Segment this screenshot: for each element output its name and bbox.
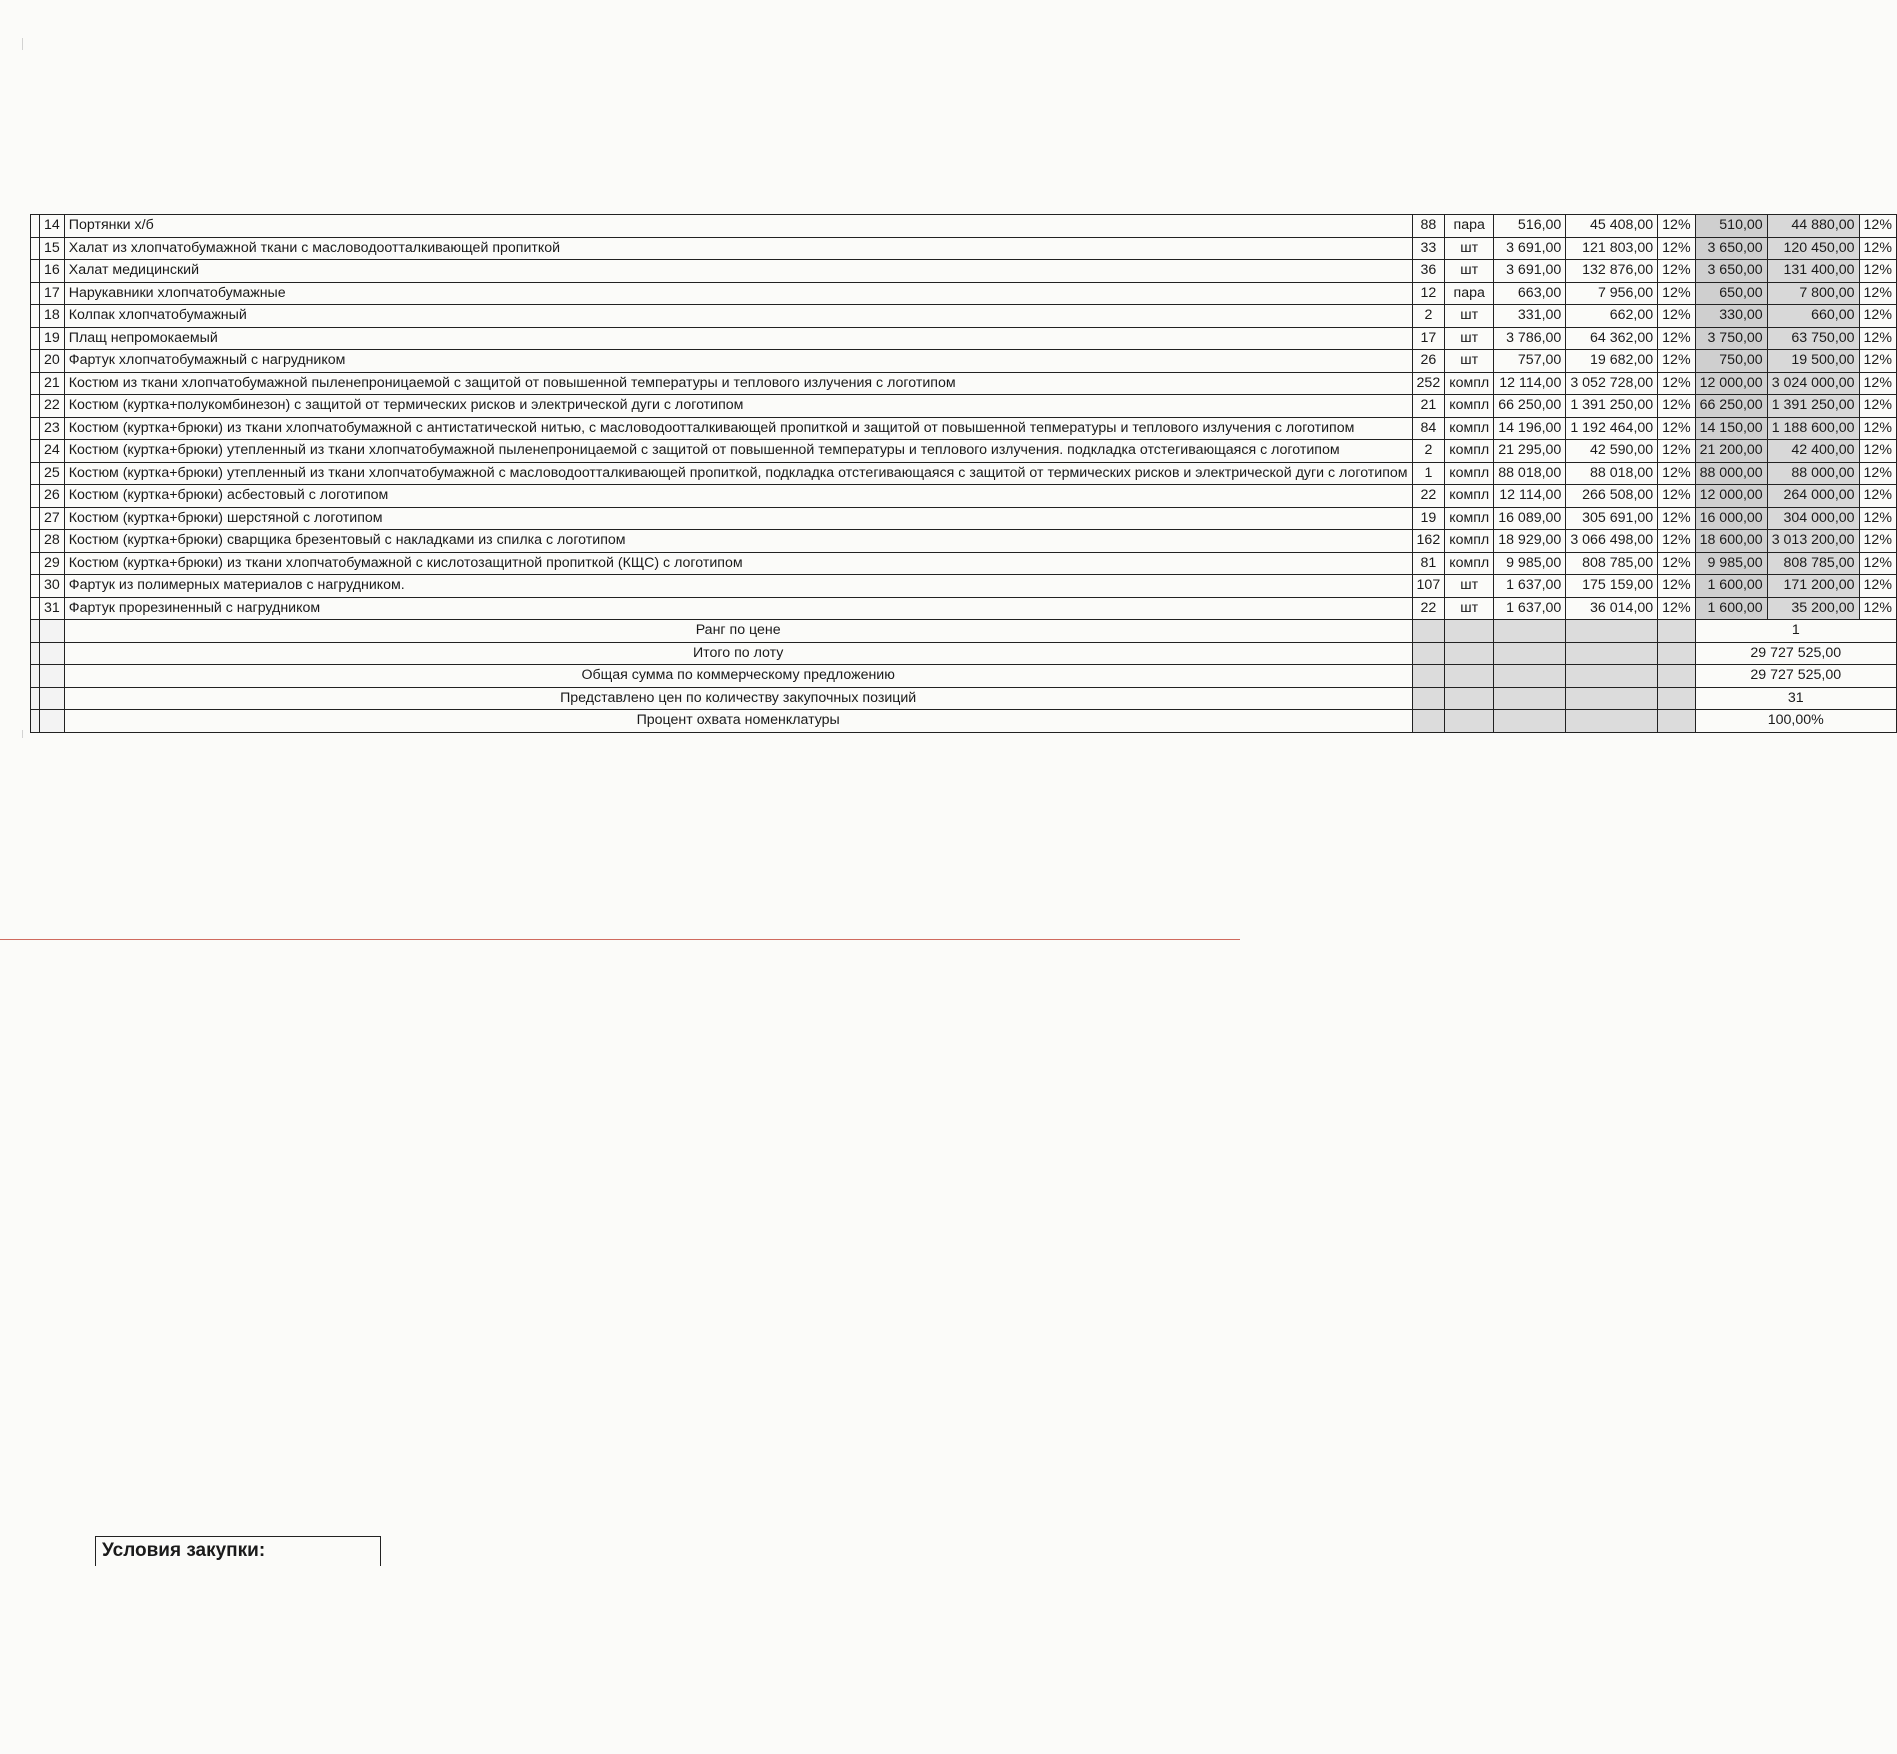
offer-sum: 3 013 200,00 bbox=[1767, 530, 1859, 553]
offer-price: 1 600,00 bbox=[1695, 597, 1767, 620]
row-margin-cell bbox=[31, 687, 40, 710]
empty-cell bbox=[1566, 710, 1658, 733]
row-margin-cell bbox=[31, 237, 40, 260]
row-number: 17 bbox=[40, 282, 65, 305]
item-vat: 12% bbox=[1658, 237, 1695, 260]
item-price: 14 196,00 bbox=[1494, 417, 1566, 440]
item-vat: 12% bbox=[1658, 215, 1695, 238]
table-row bbox=[31, 305, 1897, 328]
row-margin-cell bbox=[31, 710, 40, 733]
empty-cell bbox=[40, 642, 65, 665]
offer-vat: 12% bbox=[1859, 597, 1896, 620]
footer-value: 1 bbox=[1695, 620, 1896, 643]
offer-sum: 131 400,00 bbox=[1767, 260, 1859, 283]
offer-sum: 120 450,00 bbox=[1767, 237, 1859, 260]
empty-cell bbox=[40, 665, 65, 688]
item-vat: 12% bbox=[1658, 507, 1695, 530]
offer-vat: 12% bbox=[1859, 575, 1896, 598]
item-quantity: 162 bbox=[1412, 530, 1445, 553]
offer-sum: 42 400,00 bbox=[1767, 440, 1859, 463]
offer-price: 14 150,00 bbox=[1695, 417, 1767, 440]
offer-sum: 19 500,00 bbox=[1767, 350, 1859, 373]
item-quantity: 12 bbox=[1412, 282, 1445, 305]
item-name: Портянки х/б bbox=[64, 215, 1412, 238]
row-margin-cell bbox=[31, 620, 40, 643]
procurement-table bbox=[30, 214, 1897, 733]
row-margin-cell bbox=[31, 642, 40, 665]
row-margin-cell bbox=[31, 305, 40, 328]
offer-sum: 63 750,00 bbox=[1767, 327, 1859, 350]
table-row bbox=[31, 507, 1897, 530]
item-name: Костюм (куртка+брюки) асбестовый с логотипом bbox=[64, 485, 1412, 508]
item-quantity: 81 bbox=[1412, 552, 1445, 575]
offer-sum: 808 785,00 bbox=[1767, 552, 1859, 575]
item-price: 3 786,00 bbox=[1494, 327, 1566, 350]
item-sum: 132 876,00 bbox=[1566, 260, 1658, 283]
table-row bbox=[31, 485, 1897, 508]
item-unit: компл bbox=[1445, 507, 1494, 530]
empty-cell bbox=[1658, 642, 1695, 665]
row-margin-cell bbox=[31, 350, 40, 373]
item-sum: 662,00 bbox=[1566, 305, 1658, 328]
item-quantity: 1 bbox=[1412, 462, 1445, 485]
offer-price: 510,00 bbox=[1695, 215, 1767, 238]
offer-vat: 12% bbox=[1859, 327, 1896, 350]
row-margin-cell bbox=[31, 372, 40, 395]
offer-price: 330,00 bbox=[1695, 305, 1767, 328]
item-unit: шт bbox=[1445, 597, 1494, 620]
row-number: 31 bbox=[40, 597, 65, 620]
empty-cell bbox=[1412, 665, 1445, 688]
item-sum: 19 682,00 bbox=[1566, 350, 1658, 373]
offer-sum: 1 391 250,00 bbox=[1767, 395, 1859, 418]
offer-price: 1 600,00 bbox=[1695, 575, 1767, 598]
empty-cell bbox=[1658, 687, 1695, 710]
item-quantity: 36 bbox=[1412, 260, 1445, 283]
item-quantity: 26 bbox=[1412, 350, 1445, 373]
row-margin-cell bbox=[31, 665, 40, 688]
empty-cell bbox=[1658, 710, 1695, 733]
row-number: 26 bbox=[40, 485, 65, 508]
offer-sum: 44 880,00 bbox=[1767, 215, 1859, 238]
item-price: 18 929,00 bbox=[1494, 530, 1566, 553]
footer-label: Процент охвата номенклатуры bbox=[64, 710, 1412, 733]
empty-cell bbox=[1494, 687, 1566, 710]
item-unit: компл bbox=[1445, 395, 1494, 418]
offer-sum: 304 000,00 bbox=[1767, 507, 1859, 530]
empty-cell bbox=[40, 710, 65, 733]
item-quantity: 21 bbox=[1412, 395, 1445, 418]
row-number: 29 bbox=[40, 552, 65, 575]
offer-price: 750,00 bbox=[1695, 350, 1767, 373]
offer-price: 3 650,00 bbox=[1695, 237, 1767, 260]
item-sum: 88 018,00 bbox=[1566, 462, 1658, 485]
item-vat: 12% bbox=[1658, 327, 1695, 350]
empty-cell bbox=[1412, 620, 1445, 643]
item-name: Костюм (куртка+брюки) утепленный из ткани хлопчатобумажной пыленепроницаемой с защитой от повышенной температуры и теплового излучения. подкладка отстегивающаяся с логотипом bbox=[64, 440, 1412, 463]
row-number: 22 bbox=[40, 395, 65, 418]
item-price: 757,00 bbox=[1494, 350, 1566, 373]
footer-value: 100,00% bbox=[1695, 710, 1896, 733]
table-row bbox=[31, 597, 1897, 620]
offer-price: 16 000,00 bbox=[1695, 507, 1767, 530]
item-price: 516,00 bbox=[1494, 215, 1566, 238]
item-name: Фартук из полимерных материалов с нагрудником. bbox=[64, 575, 1412, 598]
row-margin-cell bbox=[31, 215, 40, 238]
offer-sum: 3 024 000,00 bbox=[1767, 372, 1859, 395]
row-number: 25 bbox=[40, 462, 65, 485]
empty-cell bbox=[1445, 710, 1494, 733]
item-sum: 3 066 498,00 bbox=[1566, 530, 1658, 553]
offer-price: 3 750,00 bbox=[1695, 327, 1767, 350]
offer-sum: 1 188 600,00 bbox=[1767, 417, 1859, 440]
item-quantity: 84 bbox=[1412, 417, 1445, 440]
item-name: Костюм (куртка+брюки) шерстяной с логотипом bbox=[64, 507, 1412, 530]
row-margin-cell bbox=[31, 507, 40, 530]
item-vat: 12% bbox=[1658, 350, 1695, 373]
item-unit: компл bbox=[1445, 485, 1494, 508]
item-unit: пара bbox=[1445, 215, 1494, 238]
item-price: 9 985,00 bbox=[1494, 552, 1566, 575]
item-vat: 12% bbox=[1658, 597, 1695, 620]
item-sum: 3 052 728,00 bbox=[1566, 372, 1658, 395]
item-unit: компл bbox=[1445, 462, 1494, 485]
row-margin-cell bbox=[31, 260, 40, 283]
item-name: Халат из хлопчатобумажной ткани с масловодоотталкивающей пропиткой bbox=[64, 237, 1412, 260]
item-sum: 1 192 464,00 bbox=[1566, 417, 1658, 440]
item-name: Костюм (куртка+полукомбинезон) с защитой от термических рисков и электрической дуги с логотипом bbox=[64, 395, 1412, 418]
offer-price: 21 200,00 bbox=[1695, 440, 1767, 463]
offer-vat: 12% bbox=[1859, 237, 1896, 260]
offer-price: 12 000,00 bbox=[1695, 372, 1767, 395]
row-margin-cell bbox=[31, 440, 40, 463]
item-vat: 12% bbox=[1658, 440, 1695, 463]
empty-cell bbox=[1658, 665, 1695, 688]
footer-row-lot-total bbox=[31, 642, 1897, 665]
offer-vat: 12% bbox=[1859, 507, 1896, 530]
item-unit: шт bbox=[1445, 260, 1494, 283]
item-quantity: 33 bbox=[1412, 237, 1445, 260]
footer-row-price-rank bbox=[31, 620, 1897, 643]
empty-cell bbox=[1494, 710, 1566, 733]
item-unit: компл bbox=[1445, 372, 1494, 395]
item-unit: шт bbox=[1445, 575, 1494, 598]
offer-price: 12 000,00 bbox=[1695, 485, 1767, 508]
item-unit: шт bbox=[1445, 350, 1494, 373]
item-vat: 12% bbox=[1658, 417, 1695, 440]
offer-sum: 264 000,00 bbox=[1767, 485, 1859, 508]
item-unit: компл bbox=[1445, 440, 1494, 463]
row-number: 15 bbox=[40, 237, 65, 260]
table-row bbox=[31, 530, 1897, 553]
table-row bbox=[31, 260, 1897, 283]
empty-cell bbox=[1412, 642, 1445, 665]
item-quantity: 17 bbox=[1412, 327, 1445, 350]
item-price: 66 250,00 bbox=[1494, 395, 1566, 418]
footer-row-prices-submitted bbox=[31, 687, 1897, 710]
offer-vat: 12% bbox=[1859, 215, 1896, 238]
footer-row-coverage-percent bbox=[31, 710, 1897, 733]
item-price: 1 637,00 bbox=[1494, 597, 1566, 620]
empty-cell bbox=[1566, 620, 1658, 643]
item-unit: шт bbox=[1445, 327, 1494, 350]
offer-price: 9 985,00 bbox=[1695, 552, 1767, 575]
row-number: 14 bbox=[40, 215, 65, 238]
empty-cell bbox=[1566, 687, 1658, 710]
footer-row-offer-total bbox=[31, 665, 1897, 688]
empty-cell bbox=[1445, 642, 1494, 665]
empty-cell bbox=[1566, 642, 1658, 665]
table-row bbox=[31, 372, 1897, 395]
item-price: 663,00 bbox=[1494, 282, 1566, 305]
item-vat: 12% bbox=[1658, 575, 1695, 598]
item-vat: 12% bbox=[1658, 462, 1695, 485]
empty-cell bbox=[1494, 665, 1566, 688]
empty-cell bbox=[1445, 665, 1494, 688]
item-price: 16 089,00 bbox=[1494, 507, 1566, 530]
empty-cell bbox=[40, 687, 65, 710]
item-quantity: 107 bbox=[1412, 575, 1445, 598]
item-name: Костюм из ткани хлопчатобумажной пыленепроницаемой с защитой от повышенной температуры и теплового излучения с логотипом bbox=[64, 372, 1412, 395]
row-number: 24 bbox=[40, 440, 65, 463]
item-vat: 12% bbox=[1658, 395, 1695, 418]
row-number: 20 bbox=[40, 350, 65, 373]
table-row bbox=[31, 237, 1897, 260]
item-sum: 1 391 250,00 bbox=[1566, 395, 1658, 418]
row-number: 19 bbox=[40, 327, 65, 350]
item-name: Костюм (куртка+брюки) сварщика брезентовый с накладками из спилка с логотипом bbox=[64, 530, 1412, 553]
item-price: 331,00 bbox=[1494, 305, 1566, 328]
empty-cell bbox=[40, 620, 65, 643]
item-sum: 45 408,00 bbox=[1566, 215, 1658, 238]
conditions-title: Условия закупки: bbox=[95, 1536, 381, 1566]
item-name: Фартук хлопчатобумажный с нагрудником bbox=[64, 350, 1412, 373]
item-name: Халат медицинский bbox=[64, 260, 1412, 283]
row-margin-cell bbox=[31, 552, 40, 575]
item-sum: 175 159,00 bbox=[1566, 575, 1658, 598]
table-row bbox=[31, 215, 1897, 238]
item-quantity: 22 bbox=[1412, 597, 1445, 620]
item-vat: 12% bbox=[1658, 530, 1695, 553]
row-margin-cell bbox=[31, 530, 40, 553]
offer-price: 88 000,00 bbox=[1695, 462, 1767, 485]
table-row bbox=[31, 575, 1897, 598]
row-number: 30 bbox=[40, 575, 65, 598]
item-quantity: 22 bbox=[1412, 485, 1445, 508]
row-number: 28 bbox=[40, 530, 65, 553]
scan-red-line bbox=[0, 939, 1240, 940]
row-margin-cell bbox=[31, 597, 40, 620]
item-vat: 12% bbox=[1658, 260, 1695, 283]
scan-speck bbox=[22, 730, 23, 738]
item-sum: 121 803,00 bbox=[1566, 237, 1658, 260]
item-price: 3 691,00 bbox=[1494, 237, 1566, 260]
item-sum: 36 014,00 bbox=[1566, 597, 1658, 620]
offer-vat: 12% bbox=[1859, 417, 1896, 440]
item-unit: компл bbox=[1445, 530, 1494, 553]
offer-sum: 35 200,00 bbox=[1767, 597, 1859, 620]
row-number: 27 bbox=[40, 507, 65, 530]
row-margin-cell bbox=[31, 575, 40, 598]
empty-cell bbox=[1412, 710, 1445, 733]
item-vat: 12% bbox=[1658, 305, 1695, 328]
empty-cell bbox=[1566, 665, 1658, 688]
offer-sum: 7 800,00 bbox=[1767, 282, 1859, 305]
row-margin-cell bbox=[31, 417, 40, 440]
offer-vat: 12% bbox=[1859, 350, 1896, 373]
item-quantity: 2 bbox=[1412, 440, 1445, 463]
row-number: 21 bbox=[40, 372, 65, 395]
offer-vat: 12% bbox=[1859, 552, 1896, 575]
table-row bbox=[31, 350, 1897, 373]
item-name: Колпак хлопчатобумажный bbox=[64, 305, 1412, 328]
item-unit: компл bbox=[1445, 417, 1494, 440]
item-price: 12 114,00 bbox=[1494, 372, 1566, 395]
offer-vat: 12% bbox=[1859, 282, 1896, 305]
offer-vat: 12% bbox=[1859, 305, 1896, 328]
offer-vat: 12% bbox=[1859, 260, 1896, 283]
empty-cell bbox=[1658, 620, 1695, 643]
item-name: Костюм (куртка+брюки) из ткани хлопчатобумажной с кислотозащитной пропиткой (КЩС) с логотипом bbox=[64, 552, 1412, 575]
procurement-table-body bbox=[31, 215, 1897, 733]
item-vat: 12% bbox=[1658, 372, 1695, 395]
offer-vat: 12% bbox=[1859, 462, 1896, 485]
item-unit: шт bbox=[1445, 305, 1494, 328]
table-row bbox=[31, 440, 1897, 463]
footer-value: 29 727 525,00 bbox=[1695, 665, 1896, 688]
item-price: 3 691,00 bbox=[1494, 260, 1566, 283]
item-sum: 808 785,00 bbox=[1566, 552, 1658, 575]
item-price: 12 114,00 bbox=[1494, 485, 1566, 508]
item-unit: компл bbox=[1445, 552, 1494, 575]
row-number: 18 bbox=[40, 305, 65, 328]
item-quantity: 2 bbox=[1412, 305, 1445, 328]
offer-price: 18 600,00 bbox=[1695, 530, 1767, 553]
table-row bbox=[31, 327, 1897, 350]
footer-value: 29 727 525,00 bbox=[1695, 642, 1896, 665]
item-sum: 64 362,00 bbox=[1566, 327, 1658, 350]
item-sum: 266 508,00 bbox=[1566, 485, 1658, 508]
row-margin-cell bbox=[31, 485, 40, 508]
table-row bbox=[31, 462, 1897, 485]
table-row bbox=[31, 282, 1897, 305]
item-price: 1 637,00 bbox=[1494, 575, 1566, 598]
row-margin-cell bbox=[31, 282, 40, 305]
offer-vat: 12% bbox=[1859, 530, 1896, 553]
footer-value: 31 bbox=[1695, 687, 1896, 710]
item-quantity: 19 bbox=[1412, 507, 1445, 530]
item-name: Нарукавники хлопчатобумажные bbox=[64, 282, 1412, 305]
item-name: Костюм (куртка+брюки) утепленный из ткани хлопчатобумажной с масловодоотталкивающей пропиткой, подкладка отстегивающаяся с защитой от термических рисков и электрической дуги с логотипом bbox=[64, 462, 1412, 485]
footer-label: Ранг по цене bbox=[64, 620, 1412, 643]
offer-vat: 12% bbox=[1859, 372, 1896, 395]
empty-cell bbox=[1445, 620, 1494, 643]
footer-label: Итого по лоту bbox=[64, 642, 1412, 665]
empty-cell bbox=[1412, 687, 1445, 710]
item-vat: 12% bbox=[1658, 485, 1695, 508]
scan-speck bbox=[22, 38, 23, 50]
row-number: 23 bbox=[40, 417, 65, 440]
item-price: 88 018,00 bbox=[1494, 462, 1566, 485]
offer-sum: 660,00 bbox=[1767, 305, 1859, 328]
item-quantity: 252 bbox=[1412, 372, 1445, 395]
offer-price: 650,00 bbox=[1695, 282, 1767, 305]
item-sum: 305 691,00 bbox=[1566, 507, 1658, 530]
offer-sum: 88 000,00 bbox=[1767, 462, 1859, 485]
offer-vat: 12% bbox=[1859, 485, 1896, 508]
item-unit: пара bbox=[1445, 282, 1494, 305]
empty-cell bbox=[1445, 687, 1494, 710]
table-row bbox=[31, 395, 1897, 418]
row-number: 16 bbox=[40, 260, 65, 283]
item-unit: шт bbox=[1445, 237, 1494, 260]
table-row bbox=[31, 417, 1897, 440]
row-margin-cell bbox=[31, 395, 40, 418]
item-sum: 7 956,00 bbox=[1566, 282, 1658, 305]
item-vat: 12% bbox=[1658, 552, 1695, 575]
empty-cell bbox=[1494, 642, 1566, 665]
item-price: 21 295,00 bbox=[1494, 440, 1566, 463]
offer-vat: 12% bbox=[1859, 395, 1896, 418]
row-margin-cell bbox=[31, 462, 40, 485]
table-row bbox=[31, 552, 1897, 575]
footer-label: Общая сумма по коммерческому предложению bbox=[64, 665, 1412, 688]
empty-cell bbox=[1494, 620, 1566, 643]
offer-price: 66 250,00 bbox=[1695, 395, 1767, 418]
offer-sum: 171 200,00 bbox=[1767, 575, 1859, 598]
item-vat: 12% bbox=[1658, 282, 1695, 305]
item-name: Фартук прорезиненный с нагрудником bbox=[64, 597, 1412, 620]
offer-vat: 12% bbox=[1859, 440, 1896, 463]
footer-label: Представлено цен по количеству закупочных позиций bbox=[64, 687, 1412, 710]
offer-price: 3 650,00 bbox=[1695, 260, 1767, 283]
item-quantity: 88 bbox=[1412, 215, 1445, 238]
item-sum: 42 590,00 bbox=[1566, 440, 1658, 463]
item-name: Костюм (куртка+брюки) из ткани хлопчатобумажной с антистатической нитью, с масловодоотталкивающей пропиткой и защитой от повышенной тепмературы и теплового излучения с логотипом bbox=[64, 417, 1412, 440]
item-name: Плащ непромокаемый bbox=[64, 327, 1412, 350]
row-margin-cell bbox=[31, 327, 40, 350]
